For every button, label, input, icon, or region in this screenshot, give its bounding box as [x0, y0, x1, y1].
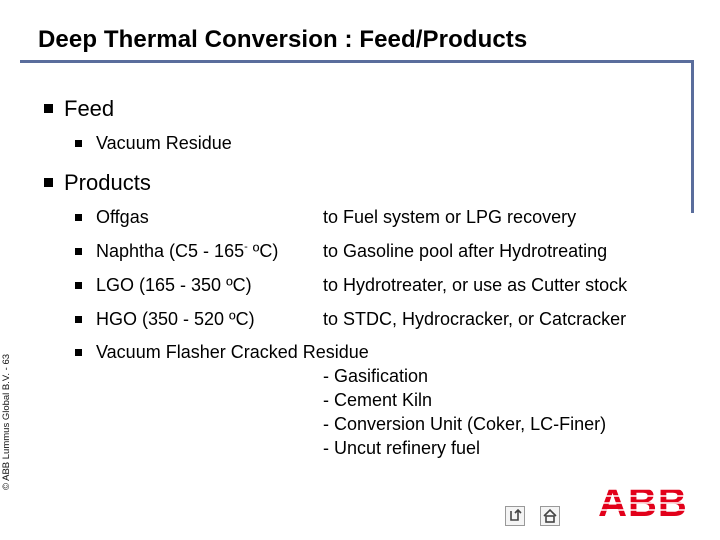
- product-bullet: [75, 349, 82, 356]
- frame-top-line: [20, 60, 694, 63]
- residue-use: - Conversion Unit (Coker, LC-Finer): [323, 414, 607, 434]
- residue-use: - Cement Kiln: [323, 390, 433, 410]
- naphtha-unit: ºC): [247, 241, 279, 261]
- naphtha-range: Naphtha (C5 - 165: [96, 241, 245, 261]
- slide-title: Deep Thermal Conversion : Feed/Products: [38, 26, 528, 53]
- product-bullet: [75, 316, 82, 323]
- product-bullet: [75, 214, 82, 221]
- product-destination: to Hydrotreater, or use as Cutter stock: [323, 275, 628, 295]
- product-destination: to Gasoline pool after Hydrotreating: [323, 241, 608, 261]
- product-destination: to STDC, Hydrocracker, or Catcracker: [323, 309, 627, 329]
- product-name: [96, 241, 278, 262]
- product-name: HGO (350 - 520 ºC): [96, 309, 255, 329]
- product-name: Offgas: [96, 207, 149, 227]
- feed-item-bullet: [75, 140, 82, 147]
- products-bullet: [44, 178, 53, 187]
- copyright-text: © ABB Lummus Global B.V. - 63: [1, 353, 12, 490]
- feed-heading: Feed: [64, 96, 115, 121]
- abb-logo: [598, 480, 688, 520]
- feed-bullet: [44, 104, 53, 113]
- product-bullet: [75, 282, 82, 289]
- product-name: Vacuum Flasher Cracked Residue: [96, 342, 369, 362]
- residue-use: - Gasification: [323, 366, 429, 386]
- product-name: LGO (165 - 350 ºC): [96, 275, 252, 295]
- residue-use: - Uncut refinery fuel: [323, 438, 481, 458]
- products-heading: Products: [64, 170, 151, 195]
- product-bullet: [75, 248, 82, 255]
- frame-right-line: [691, 60, 694, 213]
- svg-text:ABB: ABB: [598, 481, 688, 520]
- home-icon[interactable]: [540, 506, 560, 526]
- feed-item: Vacuum Residue: [96, 133, 232, 153]
- naphtha-superscript: -: [244, 241, 248, 253]
- return-icon[interactable]: [505, 506, 525, 526]
- product-destination: to Fuel system or LPG recovery: [323, 207, 577, 227]
